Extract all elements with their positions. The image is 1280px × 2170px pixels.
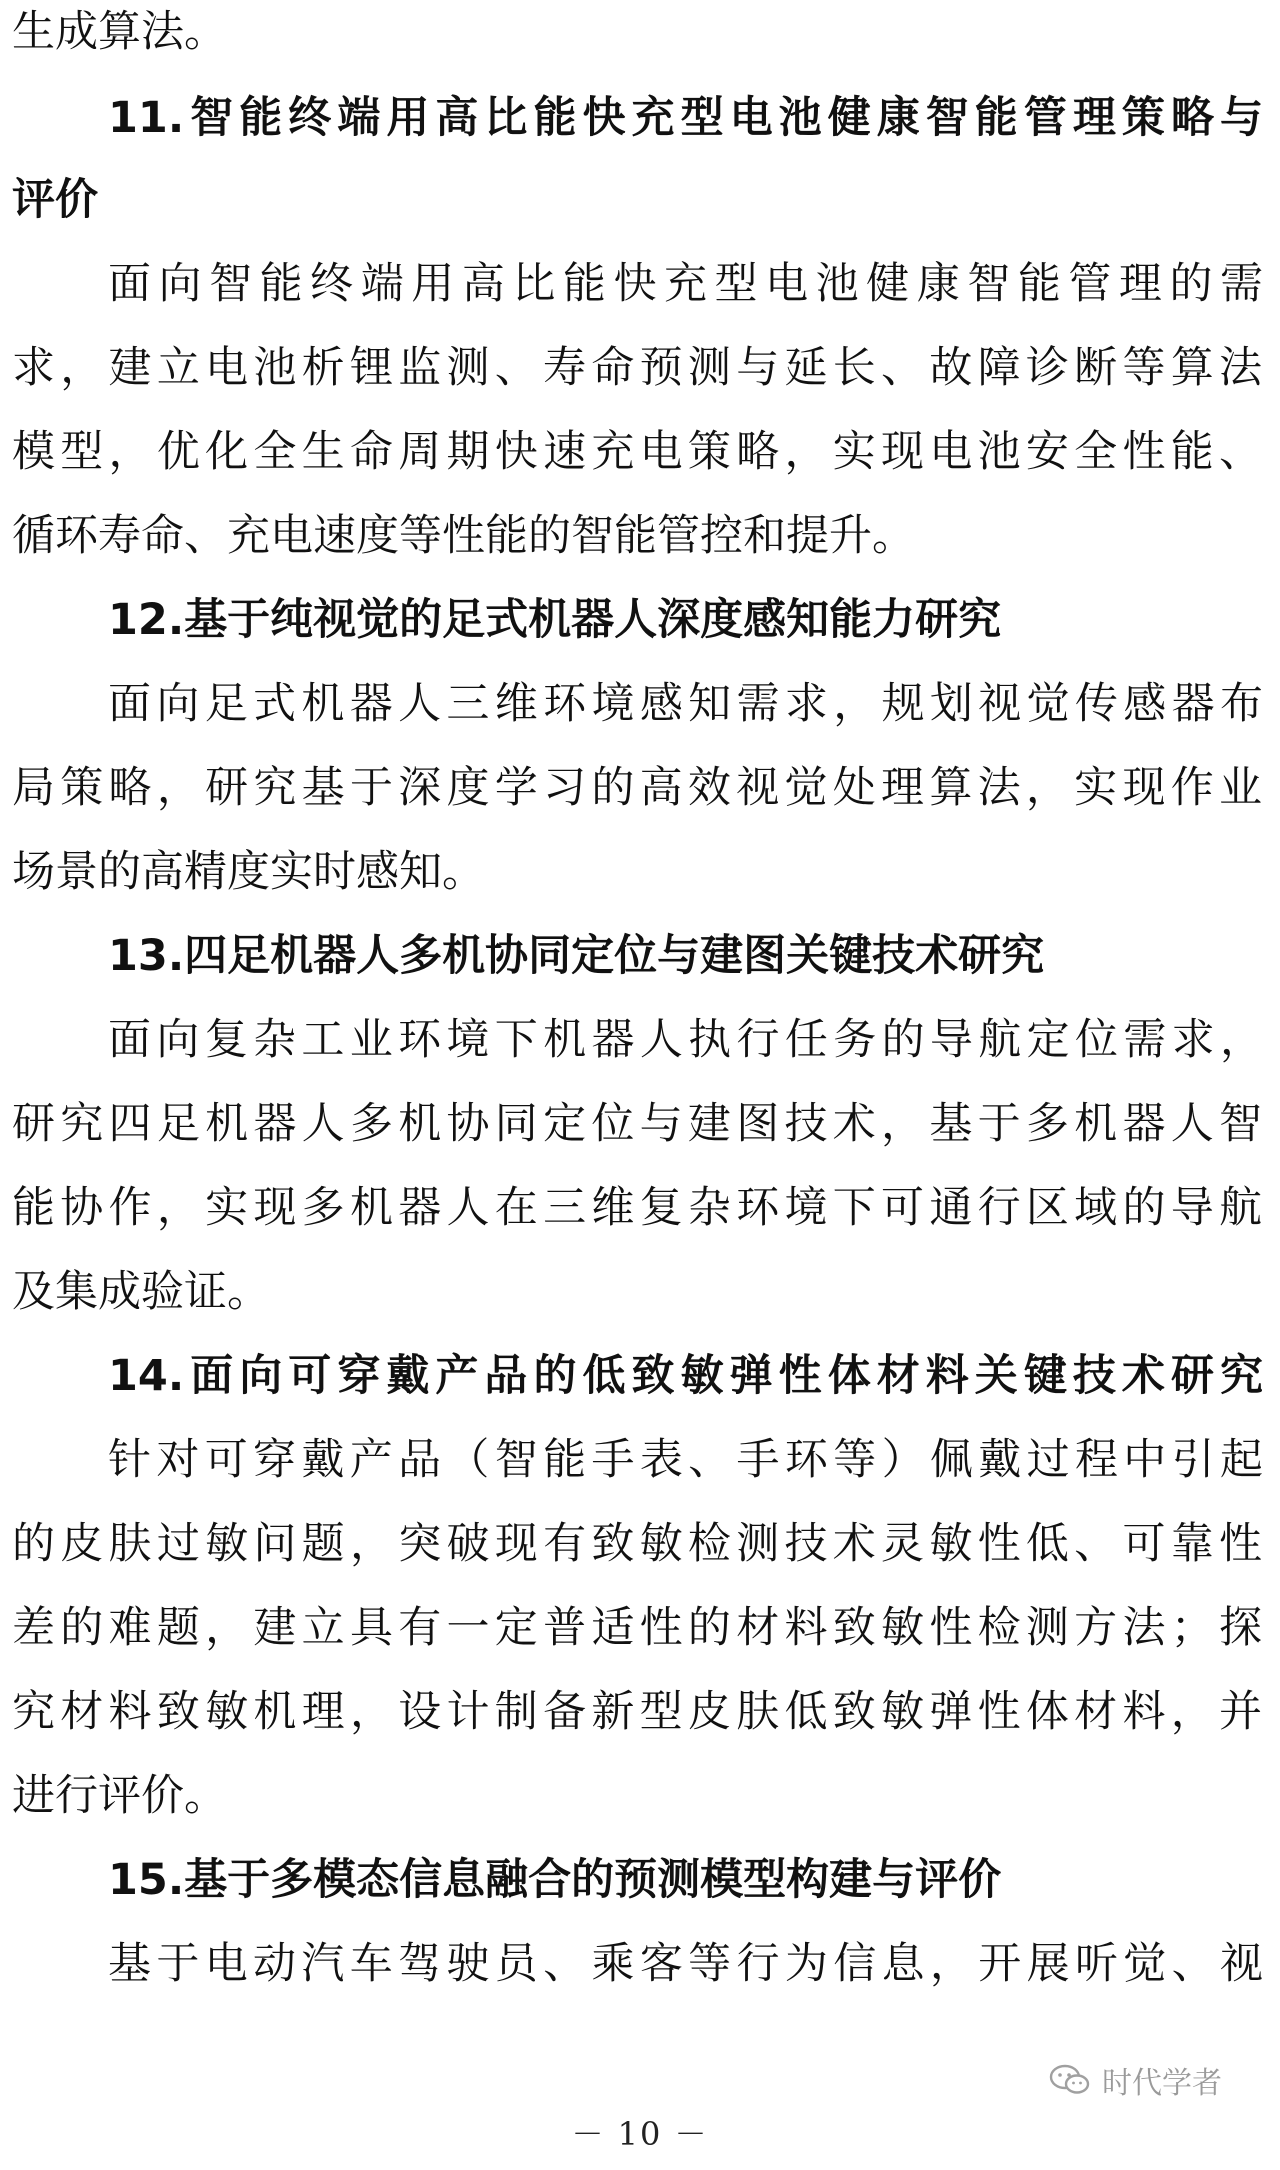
watermark-text: 时代学者 [1102,2066,1222,2101]
section-heading-14: 14.面向可穿戴产品的低致敏弹性体材料关键技术研究 [108,1351,1263,1401]
paragraph-line: 的皮肤过敏问题，突破现有致敏检测技术灵敏性低、可靠性 [12,1519,1262,1569]
section-heading-15: 15.基于多模态信息融合的预测模型构建与评价 [108,1855,1002,1905]
paragraph-line: 究材料致敏机理，设计制备新型皮肤低致敏弹性体材料，并 [12,1687,1262,1737]
section-heading-13: 13.四足机器人多机协同定位与建图关键技术研究 [108,931,1045,981]
paragraph-line: 及集成验证。 [12,1267,270,1317]
paragraph-line: 求，建立电池析锂监测、寿命预测与延长、故障诊断等算法 [12,343,1262,393]
paragraph-line: 面向复杂工业环境下机器人执行任务的导航定位需求， [108,1015,1263,1065]
paragraph-line: 差的难题，建立具有一定普适性的材料致敏性检测方法；探 [12,1603,1262,1653]
paragraph-line: 基于电动汽车驾驶员、乘客等行为信息，开展听觉、视 [108,1939,1263,1989]
section-heading-11: 11.智能终端用高比能快充型电池健康智能管理策略与 [108,93,1263,143]
paragraph-line: 面向智能终端用高比能快充型电池健康智能管理的需 [108,259,1263,309]
paragraph-line: 能协作，实现多机器人在三维复杂环境下可通行区域的导航 [12,1183,1262,1233]
paragraph-line: 面向足式机器人三维环境感知需求，规划视觉传感器布 [108,679,1263,729]
paragraph-line: 循环寿命、充电速度等性能的智能管控和提升。 [12,511,915,561]
paragraph-line: 针对可穿戴产品（智能手表、手环等）佩戴过程中引起 [108,1435,1263,1485]
paragraph-line: 生成算法。 [12,7,227,57]
paragraph-line: 研究四足机器人多机协同定位与建图技术，基于多机器人智 [12,1099,1262,1149]
paragraph-line: 场景的高精度实时感知。 [12,847,485,897]
page-number: － 10 － [571,2115,709,2153]
paragraph-line: 进行评价。 [12,1771,227,1821]
paragraph-line: 模型，优化全生命周期快速充电策略，实现电池安全性能、 [12,427,1262,477]
wechat-icon [1048,2062,1092,2098]
watermark [1048,2058,1268,2102]
section-heading-11-continued: 评价 [12,175,98,225]
section-heading-12: 12.基于纯视觉的足式机器人深度感知能力研究 [108,595,1002,645]
paragraph-line: 局策略，研究基于深度学习的高效视觉处理算法，实现作业 [12,763,1262,813]
